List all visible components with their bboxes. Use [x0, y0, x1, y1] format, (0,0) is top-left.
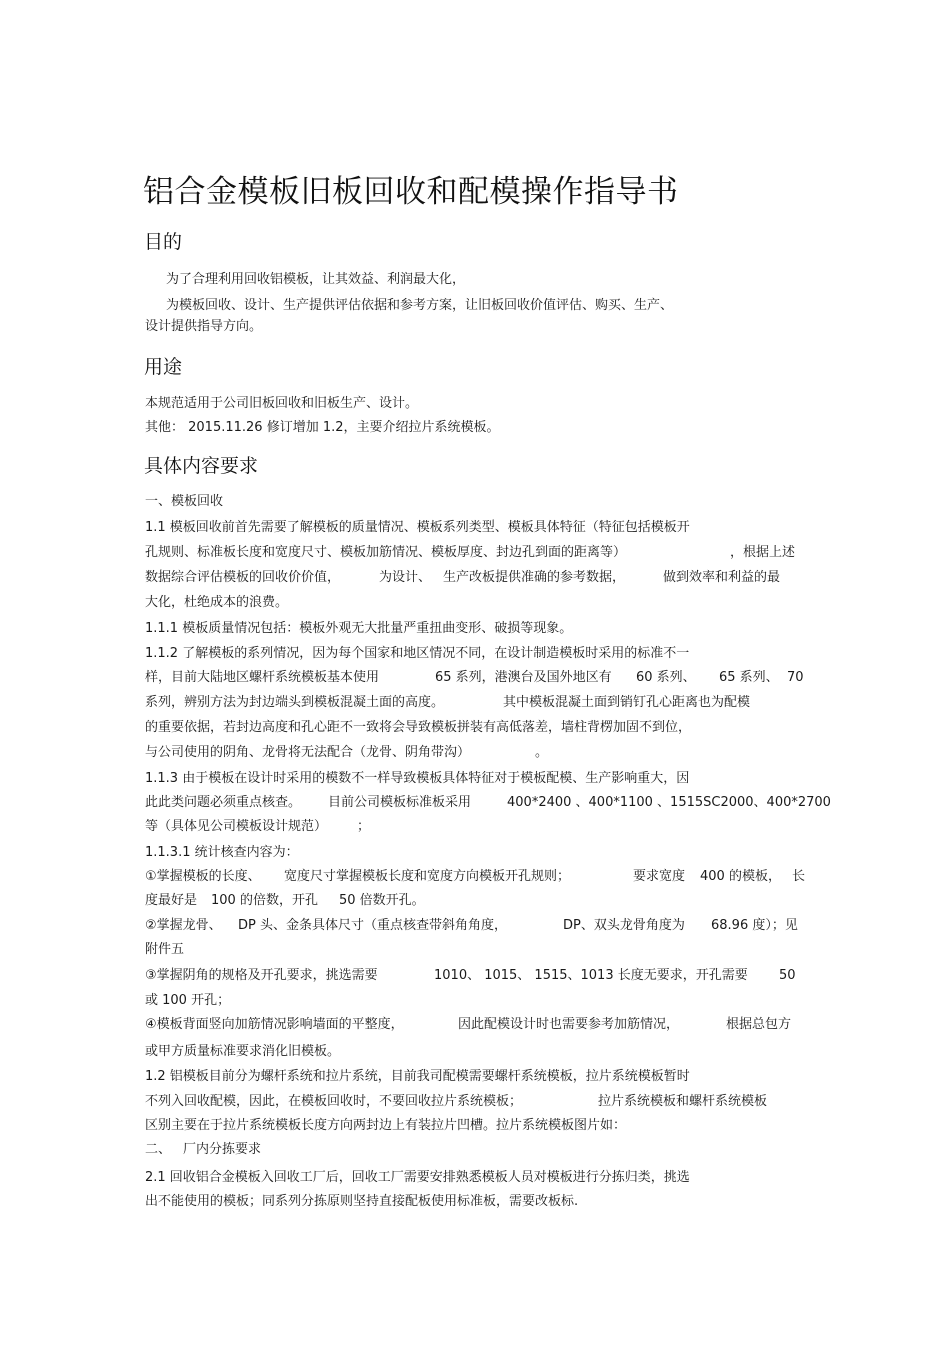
text-segment: 做到效率和利益的最: [663, 570, 781, 585]
heading-usage: 用途: [144, 356, 183, 378]
text-segment: ③掌握阴角的规格及开孔要求，挑选需要: [145, 968, 378, 983]
content-line-7: 1.1.2 了解模板的系列情况，因为每个国家和地区情况不同，在设计制造模板时采用的标准不一: [145, 646, 690, 661]
text-segment: 68.96 度）；见: [711, 918, 798, 933]
text-segment: 度最好是: [145, 893, 198, 908]
text-segment: 宽度尺寸掌握模板长度和宽度方向模板开孔规则；: [284, 869, 571, 884]
text-segment: ；: [357, 819, 371, 834]
content-line-2: 1.1 模板回收前首先需要了解模板的质量情况、模板系列类型、模板具体特征（特征包括模板开: [145, 520, 690, 535]
content-line-6: 1.1.1 模板质量情况包括：模板外观无大批量严重扭曲变形、破损等现象。: [145, 621, 573, 636]
content-line-10: 的重要依据，若封边高度和孔心距不一致将会导致模板拼装有高低落差，墙柱背楞加固不到位，: [145, 720, 692, 735]
text-segment: 长: [792, 869, 806, 884]
purpose-line-3: 设计提供指导方向。: [145, 319, 263, 334]
content-line-19: 附件五: [145, 942, 185, 957]
usage-line-2: 其他： 2015.11.26 修订增加 1.2，主要介绍拉片系统模板。: [145, 420, 500, 435]
text-segment: 。: [535, 745, 549, 760]
content-line-12: 1.1.3 由于模板在设计时采用的模数不一样导致模板具体特征对于模板配模、生产影响重大，因: [145, 771, 690, 786]
content-line-23: 或甲方质量标准要求消化旧模板。: [145, 1044, 341, 1059]
text-segment: 此此类问题必须重点核查。: [145, 795, 302, 810]
text-segment: 65 系列、: [719, 670, 779, 685]
text-segment: 65 系列，港澳台及国外地区有: [435, 670, 612, 685]
content-line-26: 区别主要在于拉片系统模板长度方向两封边上有装拉片凹槽。拉片系统模板图片如：: [145, 1118, 627, 1133]
text-segment: 400*2400 、400*1100 、1515SC2000、400*2700: [507, 795, 831, 810]
text-segment: 根据总包方: [726, 1017, 792, 1032]
content-line-1: 一、模板回收: [145, 494, 224, 509]
text-segment: ，根据上述: [730, 545, 796, 560]
text-segment: 其中模板混凝土面到销钉孔心距离也为配模: [503, 695, 751, 710]
text-segment: 50 倍数开孔。: [339, 893, 425, 908]
text-segment: 系列，辨别方法为封边端头到模板混凝土面的高度。: [145, 695, 445, 710]
text-segment: 等（具体见公司模板设计规范）: [145, 819, 328, 834]
heading-content: 具体内容要求: [144, 455, 259, 477]
text-segment: DP 头、金条具体尺寸（重点核查带斜角角度，: [238, 918, 507, 933]
text-segment: 70: [787, 670, 804, 685]
text-segment: 数据综合评估模板的回收价价值，: [145, 570, 341, 585]
text-segment: ①掌握模板的长度、: [145, 869, 261, 884]
text-segment: 50: [779, 968, 796, 983]
text-segment: ④模板背面竖向加筋情况影响墙面的平整度，: [145, 1017, 404, 1032]
text-segment: 60 系列、: [636, 670, 696, 685]
text-segment: 因此配模设计时也需要参考加筋情况，: [458, 1017, 680, 1032]
purpose-line-1: 为了合理利用回收铝模板，让其效益、利润最大化，: [166, 272, 466, 287]
text-segment: 为设计、: [379, 570, 432, 585]
text-segment: 不列入回收配模，因此，在模板回收时，不要回收拉片系统模板；: [145, 1094, 523, 1109]
text-segment: 目前公司模板标准板采用: [328, 795, 472, 810]
text-segment: 与公司使用的阴角、龙骨将无法配合（龙骨、阴角带沟）: [145, 745, 471, 760]
usage-line-1: 本规范适用于公司旧板回收和旧板生产、设计。: [145, 396, 419, 411]
content-line-24: 1.2 铝模板目前分为螺杆系统和拉片系统，目前我司配模需要螺杆系统模板，拉片系统模板暂时: [145, 1069, 690, 1084]
text-segment: 拉片系统模板和螺杆系统模板: [598, 1094, 768, 1109]
text-segment: 厂内分拣要求: [183, 1142, 262, 1157]
text-segment: 样，目前大陆地区螺杆系统模板基本使用: [145, 670, 380, 685]
heading-purpose: 目的: [144, 231, 183, 253]
content-line-28: 2.1 回收铝合金模板入回收工厂后，回收工厂需要安排熟悉模板人员对模板进行分拣归类，挑选: [145, 1170, 690, 1185]
text-segment: 400 的模板，: [700, 869, 781, 884]
document-title: 铝合金模板旧板回收和配模操作指导书: [143, 174, 679, 210]
text-segment: 生产改板提供准确的参考数据，: [443, 570, 626, 585]
content-line-29: 出不能使用的模板；同系列分拣原则坚持直接配板使用标准板，需要改板标.: [145, 1194, 579, 1209]
text-segment: ②掌握龙骨、: [145, 918, 222, 933]
text-segment: DP、双头龙骨角度为: [563, 918, 685, 933]
text-segment: 1010、 1015、 1515、1013 长度无要求，开孔需要: [434, 968, 748, 983]
purpose-line-2: 为模板回收、设计、生产提供评估依据和参考方案，让旧板回收价值评估、购买、生产、: [166, 298, 674, 313]
text-segment: 二、: [145, 1142, 172, 1157]
content-line-21: 或 100 开孔；: [145, 993, 231, 1008]
content-line-15: 1.1.3.1 统计核查内容为：: [145, 845, 299, 860]
text-segment: 100 的倍数，开孔: [211, 893, 318, 908]
content-line-5: 大化，杜绝成本的浪费。: [145, 595, 289, 610]
text-segment: 孔规则、标准板长度和宽度尺寸、模板加筋情况、模板厚度、封边孔到面的距离等）: [145, 545, 627, 560]
text-segment: 要求宽度: [633, 869, 686, 884]
